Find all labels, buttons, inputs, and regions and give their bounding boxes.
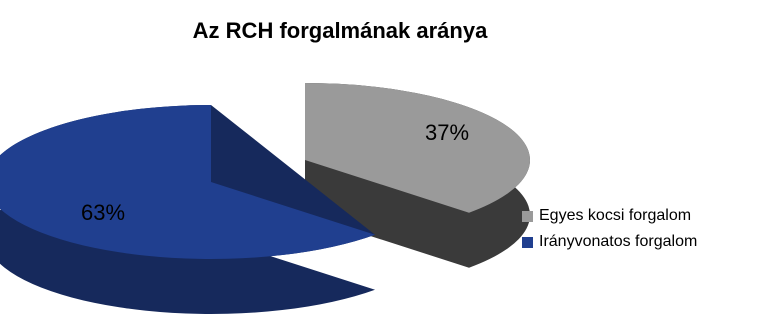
slice-label: 37%	[424, 120, 470, 145]
chart-legend	[522, 206, 697, 258]
legend-swatch	[522, 237, 533, 248]
chart-title: Az RCH forgalmának aránya	[192, 18, 488, 43]
legend-item-iranyvonatos	[522, 232, 697, 252]
legend-swatch	[522, 211, 533, 222]
legend-item-egyes-kocsi	[522, 206, 697, 226]
legend-label: Irányvonatos forgalom	[539, 233, 698, 250]
slice-label: 63%	[80, 200, 126, 225]
legend-label: Egyes kocsi forgalom	[539, 207, 692, 224]
